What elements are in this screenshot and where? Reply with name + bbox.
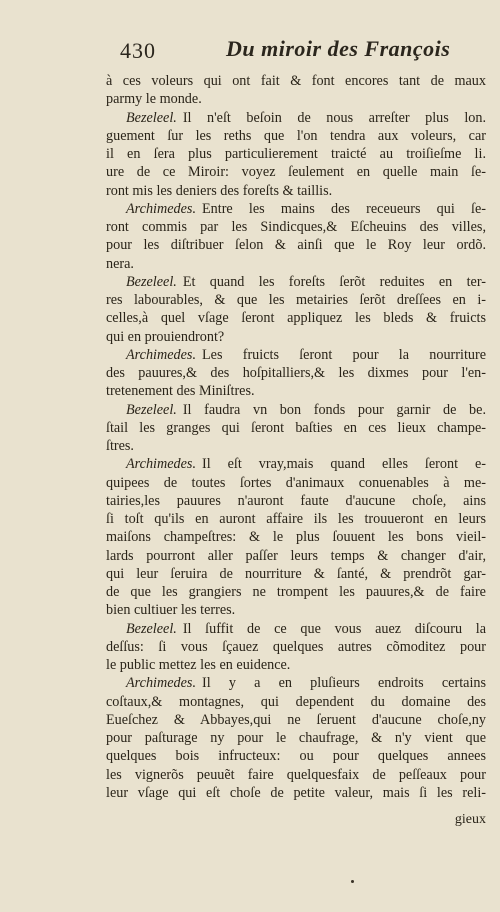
text-line <box>106 711 486 729</box>
text-line <box>106 255 486 273</box>
line-text: maiſons champeſtres: & le plus ſouuent les bons vieil- <box>106 529 486 546</box>
line-text: quipees de toutes ſortes d'animaux conuenables à me- <box>106 474 486 491</box>
line-text: il en ſera plus particulierement traicté au troiſieſme li. <box>106 146 486 162</box>
line-text: le public mettez les en euidence. <box>106 657 291 673</box>
text-line <box>106 163 486 181</box>
line-text: tretenement des Miniſtres. <box>106 383 255 400</box>
text-line <box>106 547 486 565</box>
line-text: lards pourront aller paſſer leurs temps & changer d'air, <box>106 547 486 564</box>
speaker-name: Archimedes. <box>126 346 196 363</box>
line-text: pour les diſtribuer ſelon & ainſi que le Roy leur ordõ. <box>106 237 486 254</box>
text-line <box>106 455 486 473</box>
page-header <box>120 36 490 66</box>
line-text: quelques bois infructeux: ou pour quelques annees <box>106 748 486 765</box>
text-line <box>106 182 486 200</box>
line-text: Et quand les foreſts ſerõt reduites en ter- <box>182 273 486 290</box>
line-text: tairies,les pauures n'auront faute d'aucune choſe, ains <box>106 492 486 509</box>
line-text: ure de ce Miroir: voyez ſeulement en quelle main ſe- <box>106 164 486 181</box>
dialogue-text <box>106 72 486 802</box>
running-title: Du miroir des François <box>226 36 451 61</box>
line-text: ſtail les granges qui ſeront baſties en ces lieux champe- <box>106 419 486 436</box>
line-text: Eueſchez & Abbayes,qui ne ſeruent d'aucune choſe,ny <box>106 711 486 728</box>
line-text: Il faudra vn bon fonds pour garnir de be. <box>182 401 486 418</box>
line-text: qui en prouiendront? <box>106 328 225 345</box>
line-text: à ces voleurs qui ont fait & font encores tant de maux <box>106 73 486 89</box>
line-text: de que les grangiers ne trompent les pauures,& de faire <box>106 584 486 600</box>
text-line <box>106 784 486 802</box>
text-line <box>106 583 486 601</box>
text-line <box>106 72 486 90</box>
text-line <box>106 693 486 711</box>
line-text: deſſus: ſi vous ſçauez quelques autres cõmoditez pour <box>106 638 486 655</box>
line-text: nera. <box>106 255 134 272</box>
text-line <box>106 218 486 236</box>
line-text: pour paſturage ny pour le chaufrage, & n'y vient que <box>106 730 486 746</box>
line-text: celles,à quel vſage ſeront appliquez les bleds & fruicts <box>106 310 486 327</box>
line-text: Il y a en pluſieurs endroits certains <box>202 675 486 692</box>
text-line <box>106 638 486 656</box>
text-line <box>106 328 486 346</box>
text-line <box>106 656 486 674</box>
text-line <box>106 273 486 291</box>
line-text: ſi toſt qu'ils en auront affaire ils les trouueront en leurs <box>106 511 486 527</box>
page-number: 430 <box>120 38 156 63</box>
line-text: qui leur ſeruira de nourriture & ſanté, & prendrõt gar- <box>106 565 486 582</box>
text-line <box>106 291 486 309</box>
speaker-name: Archimedes. <box>126 675 196 692</box>
text-line <box>106 674 486 692</box>
ink-speck <box>351 880 354 883</box>
line-text: bien cultiuer les terres. <box>106 602 236 619</box>
text-line <box>106 419 486 437</box>
text-line <box>106 565 486 583</box>
line-text: parmy le monde. <box>106 91 202 108</box>
text-line <box>106 364 486 382</box>
line-text: guement ſur les reths que l'on tendra aux voleurs, car <box>106 127 486 144</box>
text-line <box>106 437 486 455</box>
line-text: res labourables, & que les metairies ſerõt dreſſees en i- <box>106 292 486 308</box>
speaker-name: Bezeleel. <box>126 401 177 418</box>
text-line <box>106 145 486 163</box>
text-line <box>106 127 486 145</box>
text-line <box>106 729 486 747</box>
line-text: coſtaux,& montagnes, qui dependent du domaine des <box>106 693 486 710</box>
text-line <box>106 90 486 108</box>
line-text: ront commis par les Sindicques,& Eſcheuins des villes, <box>106 219 486 235</box>
line-text: ront mis les deniers des foreſts & taillis. <box>106 182 333 199</box>
line-text: Il ſuffit de ce que vous auez diſcouru la <box>182 620 486 637</box>
text-line <box>106 492 486 510</box>
text-line <box>106 236 486 254</box>
speaker-name: Archimedes. <box>126 456 196 473</box>
line-text: Il n'eſt beſoin de nous arreſter plus lon. <box>182 109 486 126</box>
line-text: Entre les mains des receueurs qui ſe- <box>202 200 486 217</box>
text-line <box>106 346 486 364</box>
text-line <box>106 620 486 638</box>
text-line <box>106 528 486 546</box>
speaker-name: Archimedes. <box>126 200 196 217</box>
text-line <box>106 510 486 528</box>
line-text: ſtres. <box>106 438 134 454</box>
speaker-name: Bezeleel. <box>126 620 177 637</box>
text-line <box>106 200 486 218</box>
speaker-name: Bezeleel. <box>126 109 177 126</box>
line-text: leur vſage qui eſt choſe de petite valeur, mais ſi les reli- <box>106 784 486 801</box>
text-line <box>106 382 486 400</box>
line-text: les vignerõs peuuẽt faire quelquesfaix de peſſeaux pour <box>106 766 486 783</box>
line-text: des pauures,& des hoſpitalliers,& les dixmes pour l'en- <box>106 365 486 381</box>
text-line <box>106 309 486 327</box>
catchword: gieux <box>454 812 486 827</box>
text-line <box>106 601 486 619</box>
text-line <box>106 401 486 419</box>
speaker-name: Bezeleel. <box>126 273 177 290</box>
text-line <box>106 747 486 765</box>
line-text: Les fruicts ſeront pour la nourriture <box>202 346 486 363</box>
text-line <box>106 109 486 127</box>
text-line <box>106 474 486 492</box>
line-text: Il eſt vray,mais quand elles ſeront e- <box>202 456 486 473</box>
text-line <box>106 766 486 784</box>
